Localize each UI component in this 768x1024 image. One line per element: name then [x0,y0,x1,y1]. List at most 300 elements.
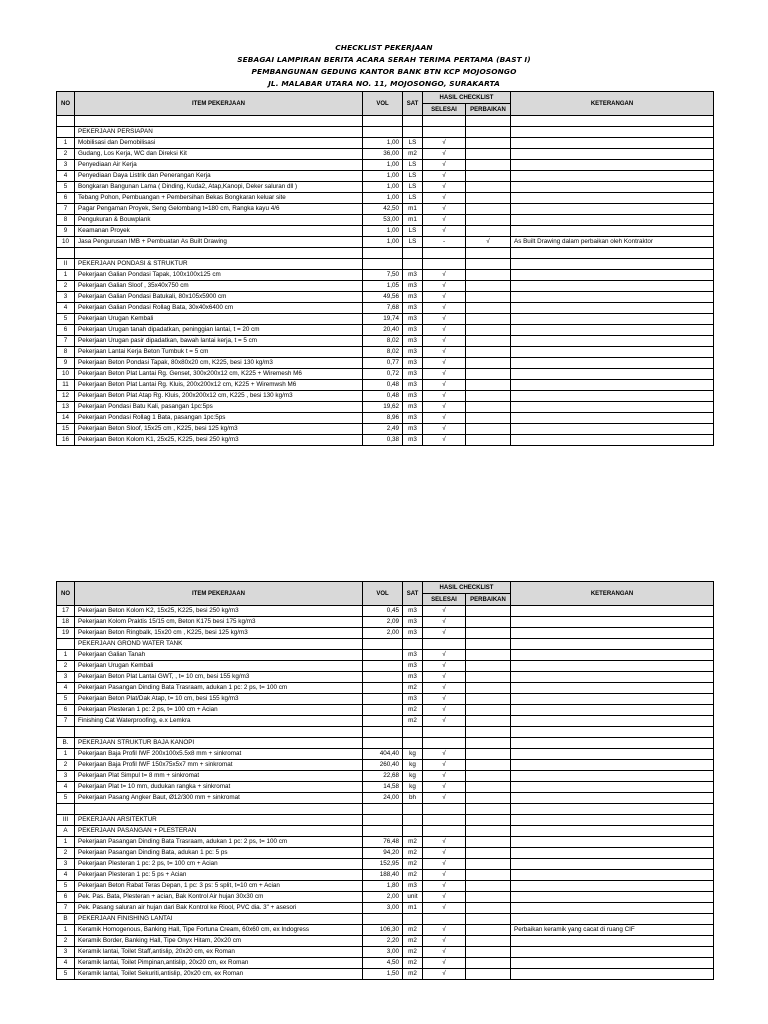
header-hasil-checklist: HASIL CHECKLIST [423,582,511,594]
empty-cell [423,727,466,738]
empty-cell [363,727,403,738]
perbaikan-check [466,903,511,914]
perbaikan-check [466,358,511,369]
unit: m2 [403,837,423,848]
unit: m2 [403,925,423,936]
keterangan [511,606,714,617]
row-no: 1 [57,138,75,149]
selesai-check: - [423,237,466,248]
keterangan [511,314,714,325]
table-row [57,369,714,380]
row-no: 4 [57,303,75,314]
volume: 106,30 [363,925,403,936]
selesai-check: √ [423,936,466,947]
row-no: 1 [57,749,75,760]
item-name: Mobilisasi dan Demobilisasi [75,138,363,149]
section-row [57,826,714,837]
empty-cell [403,116,423,127]
empty-cell [57,116,75,127]
perbaikan-check [466,369,511,380]
keterangan [511,628,714,639]
perbaikan-check [466,171,511,182]
row-no: 7 [57,716,75,727]
item-name: Pek. Pas. Bata, Plesteran + acian, Bak Kontrol Air hujan 30x30 cm [75,892,363,903]
item-name: Jasa Pengurusan IMB + Pembuatan As Built Drawing [75,237,363,248]
item-name: Pekerjaan Pasangan Dinding Bata, adukan 1 pc: 5 ps [75,848,363,859]
row-no: 1 [57,650,75,661]
table-row [57,881,714,892]
item-name: Pekerjaan Galian Pondasi Batukali, 80x105x5900 cm [75,292,363,303]
table-row [57,650,714,661]
row-no: 1 [57,925,75,936]
volume: 94,20 [363,848,403,859]
keterangan [511,892,714,903]
table-row [57,193,714,204]
empty-cell [466,639,511,650]
selesai-check: √ [423,336,466,347]
perbaikan-check [466,771,511,782]
volume: 22,68 [363,771,403,782]
perbaikan-check [466,958,511,969]
unit: kg [403,771,423,782]
section-title: PEKERJAAN STRUKTUR BAJA KANOPI [75,738,363,749]
table-row [57,347,714,358]
volume [363,650,403,661]
keterangan [511,369,714,380]
selesai-check: √ [423,716,466,727]
item-name: Pekerjaan Beton Rabat Teras Depan, 1 pc: 3 ps: 5 split, t=10 cm + Acian [75,881,363,892]
item-name: Keamanan Proyek [75,226,363,237]
volume: 8,02 [363,336,403,347]
unit: m3 [403,694,423,705]
perbaikan-check [466,969,511,980]
unit: m3 [403,314,423,325]
selesai-check: √ [423,149,466,160]
header-keterangan: KETERANGAN [511,582,714,606]
volume: 53,00 [363,215,403,226]
perbaikan-check [466,281,511,292]
item-name: Pekerjaan Plesteran 1 pc: 5 ps + Acian [75,870,363,881]
unit: m3 [403,402,423,413]
keterangan [511,226,714,237]
table-row [57,292,714,303]
perbaikan-check [466,881,511,892]
title-line-3: PEMBANGUNAN GEDUNG KANTOR BANK BTN KCP MOJOSONGO [251,67,517,76]
volume: 14,58 [363,782,403,793]
selesai-check: √ [423,325,466,336]
item-name: Pagar Pengaman Proyek, Seng Gelombang t=180 cm, Rangka kayu 4/6 [75,204,363,215]
item-name: Pekerjaan Kolom Praktis 15/15 cm, Beton K175 besi 175 kg/m3 [75,617,363,628]
unit: m1 [403,204,423,215]
row-no: 4 [57,782,75,793]
keterangan [511,683,714,694]
section-no: B [57,914,75,925]
table-row [57,969,714,980]
selesai-check: √ [423,694,466,705]
unit: m3 [403,347,423,358]
empty-cell [466,738,511,749]
volume: 24,00 [363,793,403,804]
perbaikan-check [466,325,511,336]
item-name: Pekerjaan Beton Plat Lantai Rg. Kluis, 200x200x12 cm, K225 + Wiremwsh M6 [75,380,363,391]
row-no: 2 [57,281,75,292]
table-row [57,402,714,413]
unit: m2 [403,936,423,947]
table-row [57,226,714,237]
table-row [57,270,714,281]
header-item: ITEM PEKERJAAN [75,92,363,116]
header-sat: SAT [403,92,423,116]
perbaikan-check [466,837,511,848]
volume: 3,00 [363,947,403,958]
unit: m3 [403,413,423,424]
keterangan [511,936,714,947]
header-perbaikan: PERBAIKAN [466,594,511,606]
perbaikan-check [466,270,511,281]
row-no: 12 [57,391,75,402]
unit: m2 [403,947,423,958]
empty-cell [403,248,423,259]
empty-cell [363,127,403,138]
volume: 8,02 [363,347,403,358]
checklist-table-1 [56,91,714,446]
keterangan [511,903,714,914]
table-row [57,672,714,683]
table-row [57,358,714,369]
selesai-check: √ [423,661,466,672]
keterangan [511,859,714,870]
row-no: 6 [57,325,75,336]
volume: 2,00 [363,628,403,639]
row-no: 1 [57,270,75,281]
table-row [57,705,714,716]
selesai-check: √ [423,413,466,424]
perbaikan-check [466,947,511,958]
table-row [57,793,714,804]
row-no: 4 [57,870,75,881]
item-name: Gudang, Los Kerja, WC dan Direksi Kit [75,149,363,160]
perbaikan-check [466,870,511,881]
perbaikan-check [466,936,511,947]
header-vol: VOL [363,92,403,116]
item-name: Pekerjaan Beton Plat Lantai Rg. Genset, 300x200x12 cm, K225 + Wiremesh M6 [75,369,363,380]
perbaikan-check [466,391,511,402]
volume: 2,49 [363,424,403,435]
row-no: 10 [57,369,75,380]
item-name: Pekerjaan Beton Plat Atap Rg. Kluis, 200x200x12 cm, K225 , besi 130 kg/m3 [75,391,363,402]
table-row [57,716,714,727]
volume: 152,95 [363,859,403,870]
keterangan [511,347,714,358]
empty-cell [511,826,714,837]
keterangan [511,325,714,336]
unit: m3 [403,303,423,314]
item-name: Pekerjaan Pasangan Dinding Bata Trasraam, adukan 1 pc: 2 ps, t= 100 cm [75,683,363,694]
empty-cell [423,639,466,650]
row-no: 3 [57,160,75,171]
volume: 0,38 [363,435,403,446]
perbaikan-check [466,314,511,325]
unit: LS [403,160,423,171]
empty-cell [363,804,403,815]
volume: 8,96 [363,413,403,424]
item-name: Pekerjaan Urugan Kembali [75,314,363,325]
header-keterangan: KETERANGAN [511,92,714,116]
item-name: Tebang Pohon, Pembuangan + Pembersihan Bekas Bongkaran keluar site [75,193,363,204]
selesai-check: √ [423,606,466,617]
empty-cell [511,804,714,815]
item-name: Bongkaran Bangunan Lama ( Dinding, Kuda2, Atap,Kanopi, Deker saluran dll ) [75,182,363,193]
item-name: Pekerjaan Beton Sloof, 15x25 cm , K225, besi 125 kg/m3 [75,424,363,435]
unit: kg [403,749,423,760]
unit: kg [403,760,423,771]
empty-cell [511,738,714,749]
row-no: 10 [57,237,75,248]
table-row [57,848,714,859]
keterangan [511,969,714,980]
selesai-check: √ [423,138,466,149]
header-hasil-checklist: HASIL CHECKLIST [423,92,511,104]
keterangan [511,848,714,859]
item-name: Pekerjaan Urugan Kembali [75,661,363,672]
table-row [57,617,714,628]
selesai-check: √ [423,270,466,281]
perbaikan-check [466,782,511,793]
table-row [57,424,714,435]
keterangan [511,402,714,413]
empty-cell [75,116,363,127]
unit: m3 [403,672,423,683]
table-row [57,303,714,314]
item-name: Keramik lantai, Toilet Sekuriti,antislip, 20x20 cm, ex Roman [75,969,363,980]
empty-cell [423,914,466,925]
perbaikan-check [466,661,511,672]
row-no: 18 [57,617,75,628]
selesai-check: √ [423,650,466,661]
selesai-check: √ [423,782,466,793]
unit: m2 [403,683,423,694]
perbaikan-check [466,672,511,683]
selesai-check: √ [423,380,466,391]
empty-cell [75,727,363,738]
volume: 188,40 [363,870,403,881]
perbaikan-check [466,149,511,160]
table-row [57,336,714,347]
table-row [57,314,714,325]
row-no: 5 [57,969,75,980]
row-no: 7 [57,903,75,914]
title-line-1: CHECKLIST PEKERJAAN [335,43,433,52]
row-no: 17 [57,606,75,617]
item-name: Pekerjaan Galian Pondasi Rollag Bata, 30x40x6400 cm [75,303,363,314]
section-row [57,914,714,925]
perbaikan-check [466,705,511,716]
volume [363,661,403,672]
perbaikan-check [466,402,511,413]
header-no: NO [57,582,75,606]
keterangan [511,870,714,881]
unit: kg [403,782,423,793]
perbaikan-check [466,413,511,424]
perbaikan-check [466,347,511,358]
unit: m2 [403,716,423,727]
blank-row [57,804,714,815]
item-name: Pekerjaan Urugan tanah dipadatkan, peninggian lantai, t = 20 cm [75,325,363,336]
keterangan [511,380,714,391]
keterangan [511,413,714,424]
empty-cell [423,127,466,138]
row-no: 6 [57,892,75,903]
keterangan [511,771,714,782]
keterangan [511,793,714,804]
volume: 1,00 [363,226,403,237]
volume: 7,68 [363,303,403,314]
perbaikan-check [466,435,511,446]
title-line-4: JL. MALABAR UTARA NO. 11, MOJOSONGO, SURAKARTA [268,79,500,88]
unit: m2 [403,705,423,716]
row-no: 5 [57,881,75,892]
selesai-check: √ [423,760,466,771]
table-row [57,149,714,160]
selesai-check: √ [423,925,466,936]
row-no: 19 [57,628,75,639]
row-no: 3 [57,672,75,683]
volume: 1,80 [363,881,403,892]
unit: m3 [403,881,423,892]
header-item: ITEM PEKERJAAN [75,582,363,606]
section-title: PEKERJAAN GROND WATER TANK [75,639,363,650]
keterangan [511,958,714,969]
volume: 0,48 [363,391,403,402]
item-name: Pekerjaan Pasangan Dinding Bata Trasraam, adukan 1 pc: 2 ps, t= 100 cm [75,837,363,848]
empty-cell [511,248,714,259]
perbaikan-check [466,138,511,149]
empty-cell [511,914,714,925]
header-sat: SAT [403,582,423,606]
section-no: II [57,259,75,270]
selesai-check: √ [423,771,466,782]
table-row [57,435,714,446]
selesai-check: √ [423,347,466,358]
unit: LS [403,226,423,237]
table-row [57,749,714,760]
row-no: 1 [57,837,75,848]
keterangan [511,336,714,347]
empty-cell [466,914,511,925]
empty-cell [403,738,423,749]
perbaikan-check [466,292,511,303]
selesai-check: √ [423,672,466,683]
section-row [57,639,714,650]
item-name: Penyediaan Daya Listrik dan Penerangan Kerja [75,171,363,182]
empty-cell [423,804,466,815]
selesai-check: √ [423,391,466,402]
selesai-check: √ [423,881,466,892]
selesai-check: √ [423,870,466,881]
selesai-check: √ [423,182,466,193]
selesai-check: √ [423,969,466,980]
header-selesai: SELESAI [423,104,466,116]
perbaikan-check [466,793,511,804]
volume: 36,00 [363,149,403,160]
volume: 1,00 [363,160,403,171]
perbaikan-check [466,716,511,727]
selesai-check: √ [423,281,466,292]
table-row [57,892,714,903]
item-name: Pekerjaan Beton Kolom K2, 15x25, K225, besi 250 kg/m3 [75,606,363,617]
row-no: 16 [57,435,75,446]
empty-cell [363,116,403,127]
item-name: Pekerjaan Galian Tanah [75,650,363,661]
row-no: 11 [57,380,75,391]
selesai-check: √ [423,314,466,325]
empty-cell [466,116,511,127]
perbaikan-check [466,380,511,391]
row-no: 2 [57,661,75,672]
selesai-check: √ [423,303,466,314]
header-vol: VOL [363,582,403,606]
item-name: Pekerjaan Beton Ringbalk, 15x20 cm , K225, besi 125 kg/m3 [75,628,363,639]
row-no: 5 [57,694,75,705]
section-no [57,127,75,138]
empty-cell [423,815,466,826]
perbaikan-check [466,160,511,171]
unit: LS [403,138,423,149]
keterangan [511,435,714,446]
empty-cell [363,248,403,259]
selesai-check: √ [423,369,466,380]
empty-cell [403,639,423,650]
unit: m2 [403,958,423,969]
table-row [57,771,714,782]
section-title: PEKERJAAN PASANGAN + PLESTERAN [75,826,363,837]
unit: LS [403,182,423,193]
unit: LS [403,171,423,182]
unit: m3 [403,391,423,402]
row-no: 5 [57,182,75,193]
empty-cell [423,116,466,127]
empty-cell [57,727,75,738]
volume: 76,48 [363,837,403,848]
selesai-check: √ [423,749,466,760]
selesai-check: √ [423,617,466,628]
unit: m2 [403,870,423,881]
blank-row [57,248,714,259]
row-no: 5 [57,314,75,325]
empty-cell [511,259,714,270]
row-no: 5 [57,793,75,804]
perbaikan-check [466,193,511,204]
empty-cell [466,248,511,259]
row-no: 8 [57,215,75,226]
table-2-body [57,606,714,980]
table-row [57,925,714,936]
keterangan [511,716,714,727]
row-no: 9 [57,226,75,237]
keterangan [511,358,714,369]
empty-cell [403,826,423,837]
selesai-check: √ [423,837,466,848]
empty-cell [403,815,423,826]
volume: 2,09 [363,617,403,628]
unit: unit [403,892,423,903]
empty-cell [466,127,511,138]
table-row [57,325,714,336]
row-no: 7 [57,336,75,347]
item-name: Pekerjaan Baja Profil IWF 150x75x5x7 mm + sinkromat [75,760,363,771]
section-no [57,639,75,650]
empty-cell [511,639,714,650]
